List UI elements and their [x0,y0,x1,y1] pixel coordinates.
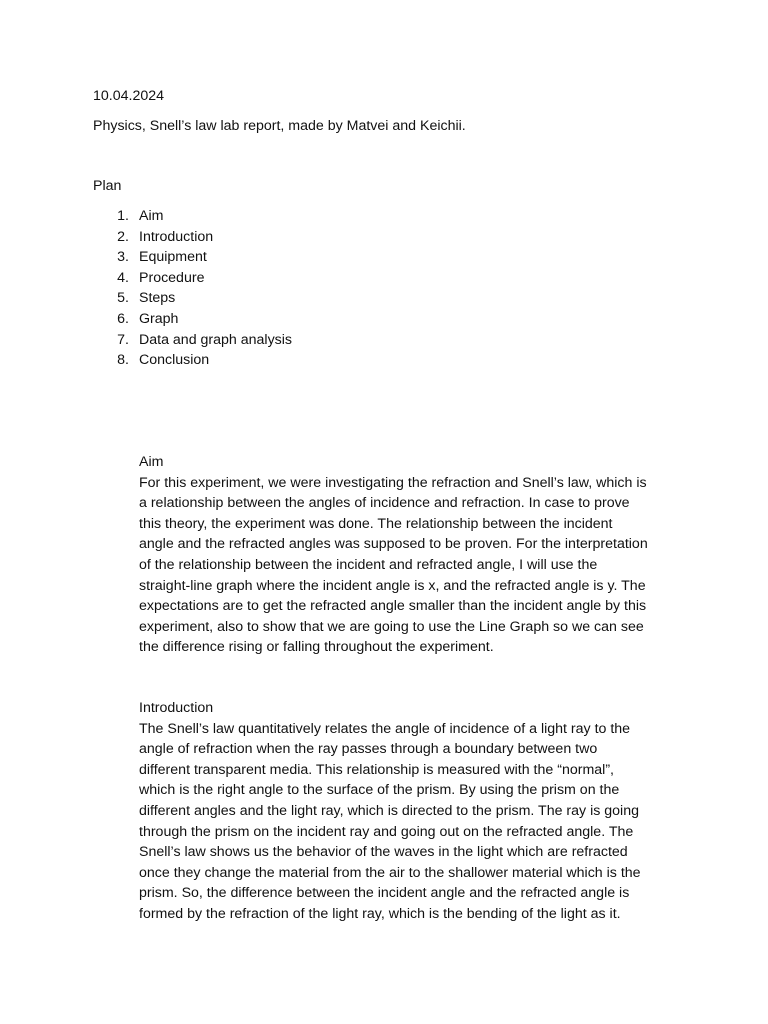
plan-item-label: Steps [139,290,176,307]
paragraph-line: Snell’s law shows us the behavior of the waves in the light which are refracted [139,844,628,861]
plan-item-number: 2. [117,228,129,245]
paragraph-line: this theory, the experiment was done. The relationship between the incident [139,515,613,532]
plan-item-label: Data and graph analysis [139,331,293,348]
plan-item-graph [93,309,179,330]
paragraph-line: angle and the refracted angles was supposed to be proven. For the interpretation [139,536,648,553]
plan-item-number: 6. [117,310,129,327]
plan-list [93,206,293,371]
plan-item-introduction [93,227,214,248]
plan-item-number: 5. [117,290,129,307]
plan-item-equipment [93,247,207,268]
plan-item-data-analysis [93,330,293,351]
paragraph-line: formed by the refraction of the light ray, which is the bending of the light as it. [139,905,621,922]
paragraph-line: different angles and the light ray, which is directed to the prism. The ray is going [139,802,639,819]
plan-item-number: 8. [117,352,129,369]
plan-item-number: 1. [117,208,129,224]
plan-item-label: Equipment [139,249,207,266]
plan-heading: Plan [93,178,122,194]
paragraph-line: a relationship between the angles of incidence and refraction. In case to prove [139,495,630,512]
plan-item-label: Procedure [139,269,205,286]
paragraph-line: through the prism on the incident ray and going out on the refracted angle. The [139,823,634,840]
paragraph-line: For this experiment, we were investigating the refraction and Snell’s law, which is [139,474,647,491]
plan-item-label: Graph [139,310,179,327]
plan-item-conclusion [93,350,210,371]
paragraph-line: experiment, also to show that we are going to use the Line Graph so we can see [139,618,644,635]
aim-section [139,452,684,658]
paragraph-line: of the relationship between the incident and refracted angle, I will use the [139,556,598,573]
plan-item-procedure [93,268,205,289]
paragraph-line: expectations are to get the refracted angle smaller than the incident angle by this [139,598,647,615]
introduction-section [139,698,684,925]
section-heading: Aim [139,454,164,470]
paragraph-line: angle of refraction when the ray passes through a boundary between two [139,741,598,758]
paragraph-line: once they change the material from the air to the shallower material which is the [139,864,641,881]
paragraph-line: straight-line graph where the incident angle is x, and the refracted angle is y. The [139,577,646,594]
plan-item-steps [93,288,176,309]
plan-item-number: 3. [117,249,129,266]
paragraph-line: the difference rising or falling throughout the experiment. [139,639,494,656]
plan-item-label: Introduction [139,228,214,245]
report-date: 10.04.2024 [93,88,165,104]
plan-item-number: 7. [117,331,129,348]
report-subtitle: Physics, Snell’s law lab report, made by Matvei and Keichii. [93,118,466,134]
plan-item-label: Conclusion [139,352,210,369]
section-heading: Introduction [139,700,214,716]
plan-item-number: 4. [117,269,129,286]
paragraph-line: prism. So, the difference between the incident angle and the refracted angle is [139,885,630,902]
plan-item-aim [93,206,164,227]
paragraph-line: which is the right angle to the surface of the prism. By using the prism on the [139,782,620,799]
paragraph-line: The Snell’s law quantitatively relates the angle of incidence of a light ray to the [139,720,631,737]
paragraph-line: different transparent media. This relationship is measured with the “normal”, [139,761,614,778]
plan-item-label: Aim [139,208,164,224]
